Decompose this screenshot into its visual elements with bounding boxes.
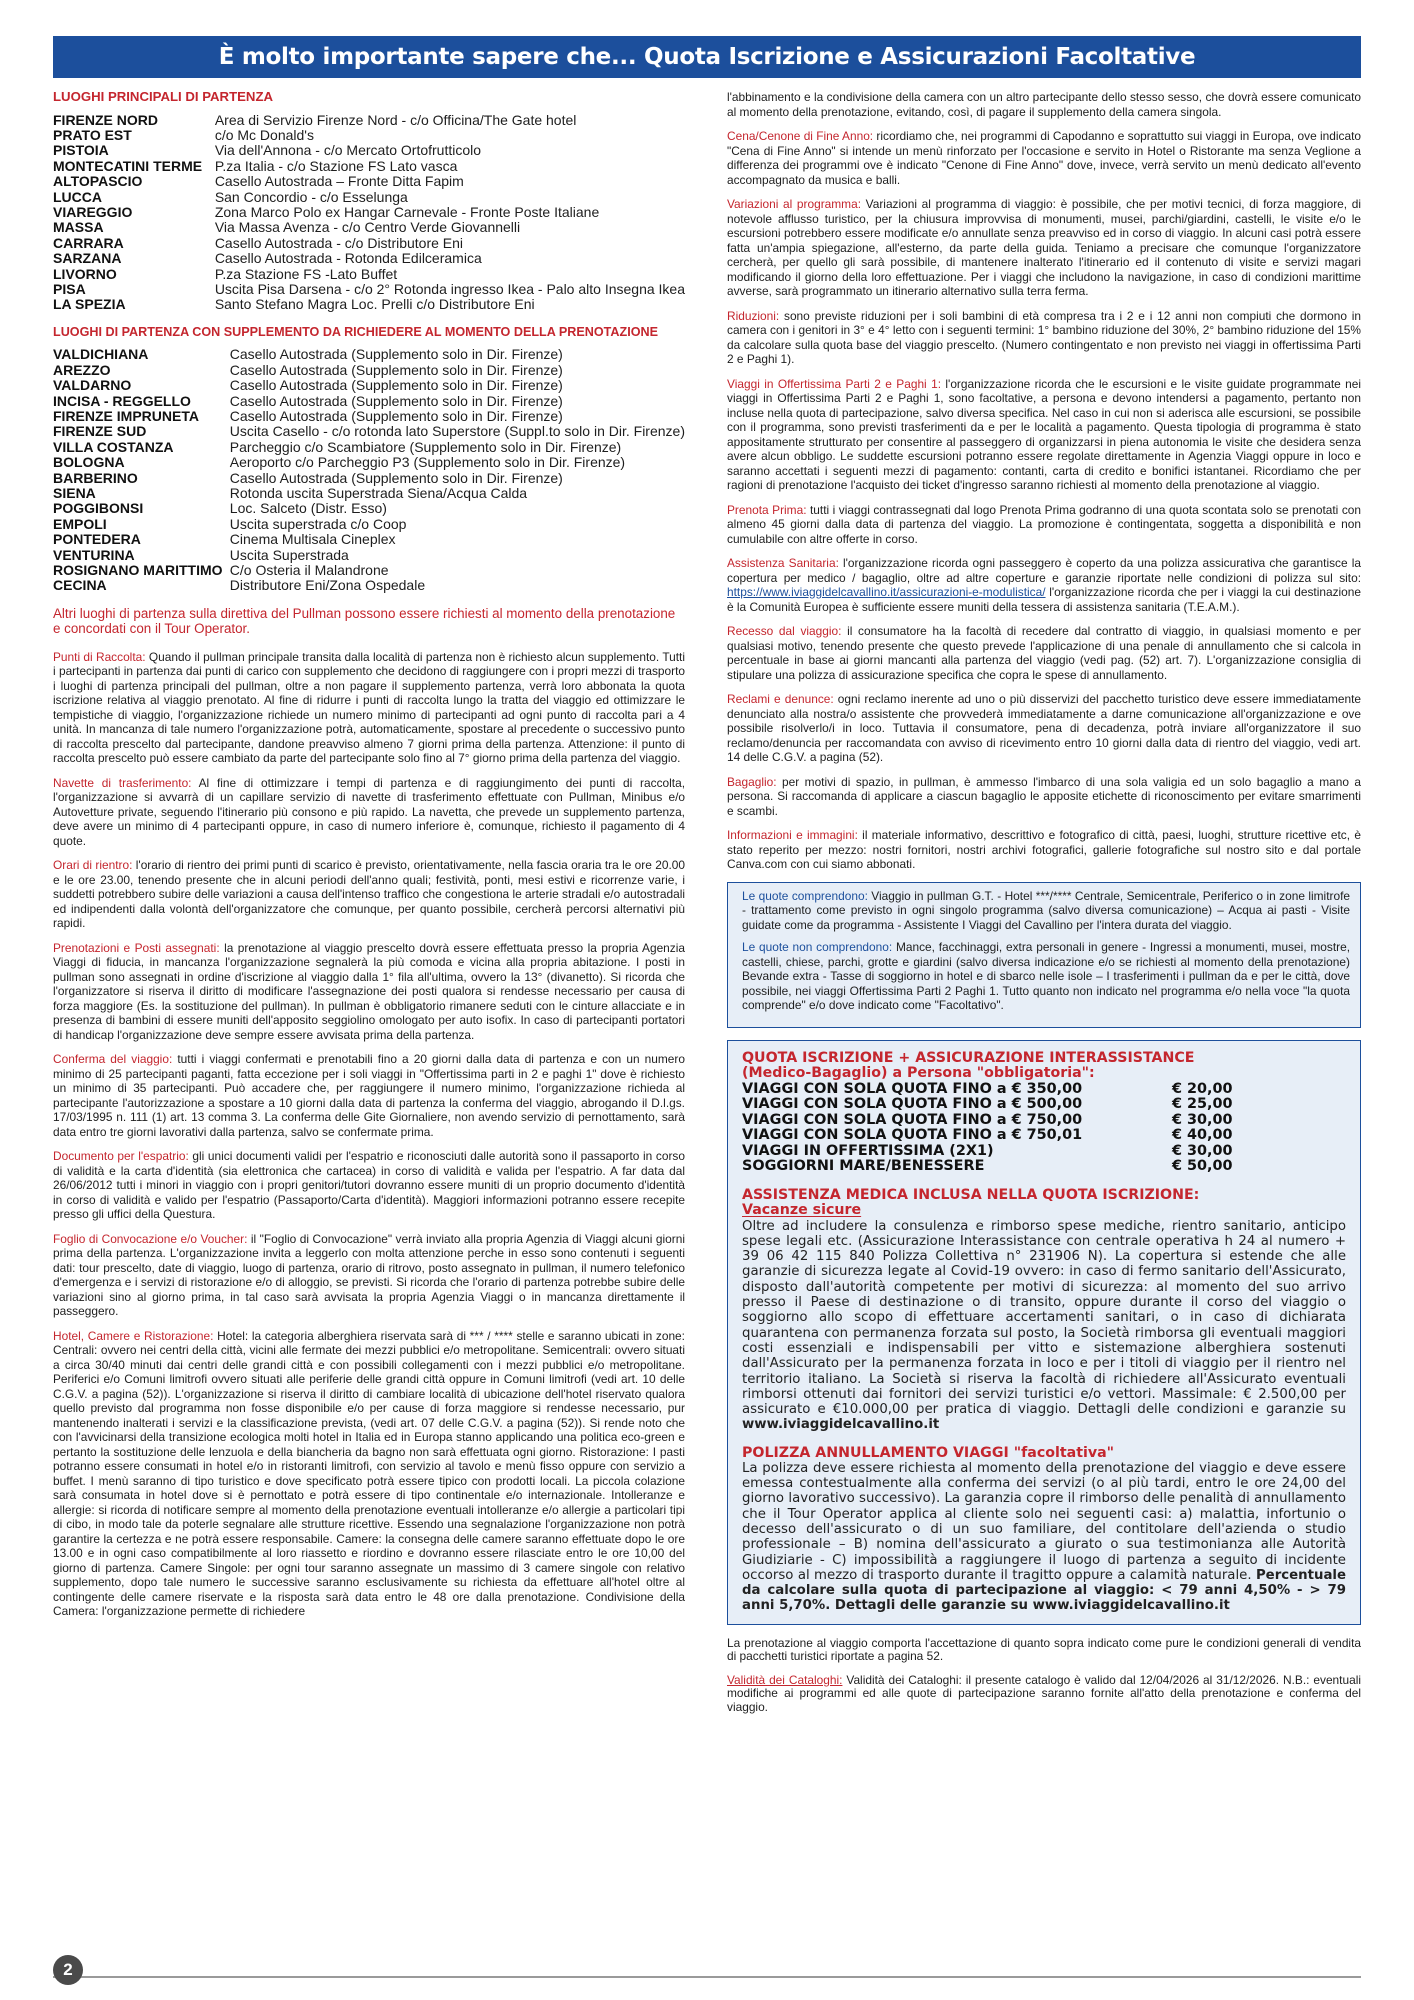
place-city: FIRENZE SUD	[53, 423, 147, 440]
validity-note	[727, 1674, 1361, 1715]
place-row	[53, 532, 685, 547]
paragraph-label: Orari di rientro:	[53, 858, 133, 873]
info-paragraph	[727, 309, 1361, 367]
acceptance-note: La prenotazione al viaggio comporta l'accettazione di quanto sopra indicato come pure le condizioni generali di vendita di pacchetti turistici riportate a pagina 52.	[727, 1635, 1361, 1664]
place-row	[53, 220, 685, 235]
info-paragraph	[53, 1329, 685, 1619]
quota-table	[742, 1082, 1346, 1176]
right-paragraphs-2	[727, 624, 1361, 872]
paragraph-text: la prenotazione al viaggio prescelto dovrà essere effettuata presso la propria Agenzia Viaggi di fiducia, in mancanza l'organizzazione segnalerà la più comoda e vicina alla propria abitazione. I posti in pullman sono assegnati in ordine d'iscrizione al viaggio dalla 1° fila all'ultima, ovvero la 13° (divanetto). Si ricorda che l'organizzatore si riserva il diritto di modificare l'assegnazione dei posti qualora si rendesse necessario per causa di forza maggiore (Es. la sostituzione del pullman). In pullman è obbligatorio rimanere seduti con le cinture allacciate e in presenza di bambini di essere muniti dell'apposito seggiolino omologato per auto isofix. In caso di partecipanti portatori di handicap l'organizzazione deve sempre essere avvisata prima della partenza.	[53, 940, 685, 1042]
place-city: BOLOGNA	[53, 454, 125, 471]
place-city: CARRARA	[53, 234, 124, 251]
place-location: C/o Osteria il Malandrone	[229, 561, 389, 578]
quota-subheading: (Medico-Bagaglio) a Persona "obbligatoria":	[742, 1065, 1095, 1081]
info-paragraph	[727, 503, 1361, 547]
place-city: LUCCA	[53, 188, 102, 205]
place-row	[53, 113, 685, 128]
info-paragraph	[53, 1052, 685, 1139]
place-location: Casello Autostrada - c/o Distributore Eni	[214, 234, 464, 251]
place-location: Casello Autostrada - Rotonda Edilceramica	[214, 250, 482, 267]
place-city: PONTEDERA	[53, 531, 141, 548]
quota-price: € 20,00	[1172, 1080, 1233, 1097]
place-location: Casello Autostrada (Supplemento solo in Dir. Firenze)	[229, 407, 563, 424]
place-location: Zona Marco Polo ex Hangar Carnevale - Fronte Poste Italiane	[214, 203, 600, 220]
quota-row	[742, 1097, 1346, 1113]
room-sharing-continuation: l'abbinamento e la condivisione della camera con un altro partecipante dello stesso sesso, che dovrà essere comunicato al momento della prenotazione, evitando, così, di pagare il supplemento della camera singola.	[727, 90, 1361, 119]
paragraph-text: per motivi di spazio, in pullman, è ammesso l'imbarco di una sola valigia ed un solo bagaglio a mano a persona. Si raccomanda di applicare a ciascun bagaglio le apposite etichette di riconoscimento per evitare smarrimenti e scambi.	[727, 774, 1361, 818]
paragraph-label: Conferma del viaggio:	[53, 1052, 173, 1067]
main-places-table	[53, 113, 685, 313]
place-city: ROSIGNANO MARITTIMO	[53, 561, 223, 578]
info-paragraph	[53, 1232, 685, 1319]
paragraph-text: gli unici documenti validi per l'espatrio e riconosciuti dalle autorità sono il passaporto in corso di validità e la carta d'identità (sia elettronica che cartacea) in corso di validità e valida per l'espatrio. A far data dal 26/06/2012 tutti i minori in viaggio con i propri genitori/tutori dovranno essere muniti di un proprio documento d'identità in corso di validità e valido per l'espatrio (Passaporto/Carta d'identità). Maggiori informazioni potranno essere recepite presso gli uffici della Questura.	[53, 1149, 685, 1222]
paragraph-label: Viaggi in Offertissima Parti 2 e Paghi 1:	[727, 376, 942, 391]
quota-row	[742, 1128, 1346, 1144]
paragraph-label: Le quote non comprendono:	[742, 940, 893, 954]
place-location: Casello Autostrada – Fronte Ditta Fapim	[214, 173, 464, 190]
place-city: SIENA	[53, 484, 96, 501]
paragraph-label: Foglio di Convocazione e/o Voucher:	[53, 1231, 248, 1246]
paragraph-text: Quando il pullman principale transita dalla località di partenza non è richiesto alcun supplemento. Tutti i partecipanti in partenza dai punti di carico con supplemento che decidono di raggiungere con i propri mezzi di trasporto i luoghi di partenza principali del pullman, oltre a non pagare il supplemento partenza, verrà loro abbonata la quota iscrizione relativa al viaggio prenotato. Al fine di ridurre i punti di raccolta lungo la tratta del viaggio ed ottimizzare le tempistiche di viaggio, l'organizzazione richiede un numero minimo di partecipanti ad ogni punto di raccolta pari a 4 unità. In mancanza di tale numero l'organizzazione potrà, automaticamente, spostare al precedente o successivo punto di raccolta prescelto dal partecipante, dandone preavviso almeno 7 giorni prima della partenza. Attenzione: il punto di raccolta prescelto può essere cambiato da parte del partecipante solo fino al 7° giorno prima della partenza del viaggio.	[53, 649, 686, 766]
place-row	[53, 424, 685, 439]
place-row	[53, 128, 685, 143]
info-paragraph	[53, 650, 685, 766]
place-location: San Concordio - c/o Esselunga	[214, 188, 408, 205]
place-row	[53, 563, 685, 578]
place-row	[53, 205, 685, 220]
quota-row	[742, 1113, 1346, 1129]
place-city: INCISA - REGGELLO	[53, 392, 191, 409]
info-paragraph	[53, 776, 685, 849]
place-row	[53, 297, 685, 312]
place-location: Uscita Superstrada	[229, 546, 349, 563]
paragraph-label: Hotel, Camere e Ristorazione:	[53, 1328, 214, 1343]
paragraph-text: Variazioni al programma di viaggio: è possibile, che per motivi tecnici, di forza maggiore, di notevole afflusso turistico, per la chiusura improvvisa di monumenti, musei, parchi/giardini, castelli, le visite e/o le escursioni potrebbero essere modificate e/o annullate senza preavviso ed in corso di viaggio. In alcuni casi potrà essere fatta un'ampia spiegazione, all'esterno, da parte della guida. Teniamo a precisare che comunque l'organizzatore cercherà, per quello gli sarà possibile, di mantenere inalterato l'itinerario ed il contenuto di visite e servizi magari modificando il giorno della loro effettuazione. Per i viaggi che includono la navigazione, in caso di condizioni marittime avverse, sarà programmato un itinerario alternativo sulla terra ferma.	[727, 197, 1361, 298]
insurance-box	[727, 1040, 1361, 1625]
paragraph-text: ogni reclamo inerente ad uno o più disservizi del pacchetto turistico deve essere immediatamente denunciato alla nostra/o assistente che provvederà immediatamente a darne comunicazione all'organizzazione e ove possibile risolverlo/i in loco. Tuttavia il consumatore, pena di decadenza, potrà inviare all'organizzatore il suo reclamo/denuncia per raccomandata con avviso di ricevimento entro 10 giorni dalla data di rientro del viaggio, vedi art. 14 delle C.G.V. a pagina (52).	[727, 692, 1361, 764]
place-row	[53, 440, 685, 455]
medical-subheading: Vacanze sicure	[742, 1202, 862, 1219]
place-row	[53, 578, 685, 593]
paragraph-label: Cena/Cenone di Fine Anno:	[727, 129, 874, 143]
info-paragraph	[727, 828, 1361, 872]
place-location: Casello Autostrada (Supplemento solo in Dir. Firenze)	[229, 392, 563, 409]
place-city: FIRENZE IMPRUNETA	[53, 407, 199, 424]
quota-row	[742, 1082, 1346, 1098]
paragraph-label: Reclami e denunce:	[727, 692, 834, 706]
info-paragraph	[53, 1149, 685, 1222]
paragraph-label: Bagaglio:	[727, 774, 777, 789]
info-paragraph	[727, 377, 1361, 493]
paragraph-text: Hotel: la categoria alberghiera riservata sarà di *** / **** stelle e saranno ubicati in zone: Centrali: ovvero nei centri della città, vicini alle fermate dei mezzi pubblici e/o metropolitane. Semicentrali: ovvero situati a circa 30/40 minuti dai centri delle grandi città e con possibili collegamenti con i mezzi pubblici e/o metropolitane. Periferici e/o Comuni limitrofi ovvero situati alle periferie delle grandi città oppure in Comuni limitrofi (vedi art. 10 delle C.G.V. a pagina (52)). L'organizzazione si riserva il diritto di cambiare località di ubicazione dell'hotel riservato qualora quello previsto dal programma non fosse disponibile e/o per cause di forza maggiore si rendesse necessario, pur mantenendo inalterati i servizi e la classificazione prevista, (vedi art. 07 delle C.G.V. a pagina (52)). Si rende noto che con l'avvicinarsi della transizione ecologica molti hotel in Italia ed in Europa stanno applicando una politica eco-green e pertanto la sostituzione delle lenzuola e della biancheria da bagno non sarà effettuata ogni giorno. Ristorazione: I pasti potranno essere consumati in hotel e/o in ristoranti limitrofi, con servizio al tavolo e menù fisso oppure con servizio a buffet. I menù saranno di tipo turistico e dove specificato potrà essere tipico con prodotti locali. La piccola colazione sarà consumata in hotel dove si è pernottato e potrà essere di tipo continentale e/o internazionale. Intolleranze e allergie: si ricorda di notificare sempre al momento della prenotazione eventuali intolleranze e/o allergie a particolari tipi di cibo, in modo tale da poterle segnalare alle strutture ricettive. Essendo una segnalazione l'organizzazione non potrà garantire la certezza e ne potrà essere responsabile. Camere: la consegna delle camere saranno effettuate dopo le ore 13.00 e in ogni caso compatibilmente al loro riassetto e riordino e dovranno essere rilasciate entro le ore 10,00 del giorno di partenza. Camere Singole: per ogni tour saranno assegnate un massimo di 3 camere singole con relativo supplemento, dopo tale numero le successive saranno esclusivamente su richiesta da effettuare all'hotel oltre al contingente delle camere riservate e la risposta sarà data entro le 48 ore dalla prenotazione. Condivisione della Camera: l'organizzazione permette di richiedere	[53, 1328, 685, 1619]
place-city: VILLA COSTANZA	[53, 438, 174, 455]
other-places-note: Altri luoghi di partenza sulla direttiva del Pullman possono essere richiesti al momento della prenotazione e concordati con il Tour Operator.	[53, 605, 676, 636]
place-row	[53, 501, 685, 516]
medical-heading: ASSISTENZA MEDICA INCLUSA NELLA QUOTA ISCRIZIONE:	[742, 1187, 1200, 1204]
quota-name: VIAGGI CON SOLA QUOTA FINO a € 750,00	[742, 1111, 1083, 1128]
info-paragraph	[727, 624, 1361, 682]
left-column	[53, 90, 685, 1629]
place-city: MONTECATINI TERME	[53, 157, 203, 174]
info-paragraph	[742, 940, 1350, 1013]
place-row	[53, 548, 685, 563]
polizza-text	[742, 1461, 1346, 1614]
quotes-box	[727, 882, 1361, 1028]
place-city: VALDARNO	[53, 377, 132, 394]
paragraph-text: Al fine di ottimizzare i tempi di partenza e di raggiungimento dei punti di raccolta, l'organizzazione si avvarrà di un capillare servizio di navette di trasferimento effettuate con Pullman, Minibus e/o Autovetture private, seguendo l'itinerario più consono e più rapido. La navetta, che prevede un supplemento partenza, deve avere un minimo di 4 partecipanti oppure, in caso di numero inferiore è, comunque, richiesto il pagamento di 4 quote.	[53, 775, 685, 848]
place-row	[53, 159, 685, 174]
place-city: LA SPEZIA	[53, 296, 126, 313]
place-city: VALDICHIANA	[53, 346, 149, 363]
paragraph-text: il "Foglio di Convocazione" verrà inviato alla propria Agenzia di Viaggi alcuni giorni prima della partenza. L'organizzazione invita a leggerlo con molta attenzione perche in esso sono contenuti i seguenti dati: tour prescelto, date di viaggio, luogo di partenza, orario di ritrovo, posto assegnato in pullman, il numero telefonico d'emergenza e i servizi di ristorazione e/o di alloggio, se previsti. Si ricorda che l'orario di partenza potrebbe subire delle variazioni sino al giorno prima, in tal caso sarà avvisata la propria Agenzia Viaggi o in mancanza direttamente il passeggero.	[53, 1231, 685, 1319]
place-city: FIRENZE NORD	[53, 111, 158, 128]
paragraph-text: l'organizzazione ricorda che le escursioni e le visite guidate programmate nei viaggi in Offertissima Parti 2 e Paghi 1, sono facoltative, a persona e devono intendersi a pagamento, pertanto non incluse nella quota di partecipazione, salvo diversa specifica. Nel caso in cui non si aderisca alle escursioni, se possibile con il programma, sono previsti trasferimenti da e per le località a pagamento. Questa tipologia di programma è stato appositamente strutturato per consentire al passeggero di organizzarsi in piena autonomia le visite che desidera senza avere alcun obbligo. Le suddette escursioni potranno essere regolate direttamente in Agenzia Viaggi oppure in loco e saranno accettati i seguenti mezzi di pagamento: contanti, carta di credito e bonifici istantanei. Ricordiamo che per ragioni di prenotazione l'acquisto dei ticket d'ingresso saranno richiesti al momento della prenotazione al viaggio.	[727, 376, 1361, 492]
polizza-heading: POLIZZA ANNULLAMENTO VIAGGI "facoltativa"	[742, 1444, 1115, 1461]
place-location: Area di Servizio Firenze Nord - c/o Officina/The Gate hotel	[214, 111, 577, 128]
quota-heading: QUOTA ISCRIZIONE + ASSICURAZIONE INTERASSISTANCE	[742, 1049, 1195, 1066]
left-paragraphs	[53, 650, 685, 1619]
quota-name: SOGGIORNI MARE/BENESSERE	[742, 1158, 985, 1175]
place-row	[53, 471, 685, 486]
assistenza-paragraph	[727, 556, 1361, 614]
place-row	[53, 455, 685, 470]
place-row	[53, 486, 685, 501]
place-row	[53, 143, 685, 158]
place-location: Uscita superstrada c/o Coop	[229, 515, 407, 532]
quota-name: VIAGGI CON SOLA QUOTA FINO a € 750,01	[742, 1127, 1083, 1144]
info-paragraph	[727, 692, 1361, 765]
place-location: Rotonda uscita Superstrada Siena/Acqua Calda	[229, 484, 528, 501]
paragraph-text: ricordiamo che, nei programmi di Capodanno e soprattutto sui viaggi in Europa, ove indicato "Cena di Fine Anno" si intende un menù rinforzato per l'occasione e servito in Hotel o Ristorante ma senza Veglione a differenza dei programmi ove è indicato "Cenone di Fine Anno" dove, invece, verrà servito un menù dedicato all'evento accompagnato da musica e balli.	[727, 129, 1361, 187]
quota-price: € 40,00	[1172, 1127, 1233, 1144]
paragraph-text: l'organizzazione ricorda che per i viaggi la cui destinazione è la Comunità Europea è sufficiente essere muniti della tessera di assistenza sanitaria (T.E.A.M.).	[727, 585, 1361, 614]
quota-name: VIAGGI CON SOLA QUOTA FINO a € 350,00	[742, 1080, 1083, 1097]
place-city: VENTURINA	[53, 546, 135, 563]
place-city: ALTOPASCIO	[53, 173, 143, 190]
place-row	[53, 363, 685, 378]
place-city: MASSA	[53, 219, 104, 236]
place-row	[53, 517, 685, 532]
paragraph-text: il consumatore ha la facoltà di recedere dal contratto di viaggio, in qualsiasi momento e per qualsiasi motivo, tenendo presente che questo prevede l'applicazione di una penale di annullamento che si calcola in percentuale in base ai giorni mancanti alla partenza del viaggio (vedi pag. (52) art. 7). L'organizzazione consiglia di stipulare una polizza di assicurazione specifica che copra le spese di annullamento.	[727, 624, 1361, 682]
validity-text: Validità dei Cataloghi: il presente catalogo è valido dal 12/04/2026 al 31/12/2026. N.B.: eventuali modifiche ai programmi ed alle quote di partecipazione saranno fornite all'atto della prenotazione e conferma del viaggio.	[727, 1672, 1361, 1715]
place-location: Uscita Pisa Darsena - c/o 2° Rotonda ingresso Ikea - Palo alto Insegna Ikea	[214, 280, 685, 297]
place-city: PRATO EST	[53, 126, 132, 143]
paragraph-text: Mance, facchinaggi, extra personali in genere - Ingressi a monumenti, musei, mostre, castelli, chiese, parchi, grotte e giardini (salvo diversa indicazione e/o se richiesti al momento della prenotazione) Bevande extra - Tasse di soggiorno in hotel e di sbarco nelle isole – I trasferimenti i pullman da e per le città, dove possibile, nei viaggi Offertissima Parti 2 Paghi 1. Tutto quanto non indicato nel programma e/o nella voce "la quota comprende" e/o dove indicato come "Facoltativo".	[742, 940, 1350, 1012]
quota-price: € 25,00	[1172, 1096, 1233, 1113]
paragraph-label: Punti di Raccolta:	[53, 649, 146, 664]
paragraph-label: Recesso dal viaggio:	[727, 624, 842, 638]
info-paragraph	[727, 129, 1361, 187]
place-row	[53, 378, 685, 393]
page-number: 2	[53, 1955, 83, 1985]
place-row	[53, 394, 685, 409]
quota-row	[742, 1144, 1346, 1160]
medical-text	[742, 1219, 1346, 1433]
paragraph-label: Informazioni e immagini:	[727, 828, 858, 842]
info-paragraph	[742, 889, 1350, 933]
medical-link[interactable]: www.iviaggidelcavallino.it	[742, 1417, 940, 1433]
paragraph-label: Riduzioni:	[727, 308, 780, 323]
info-paragraph	[727, 197, 1361, 299]
place-city: PISTOIA	[53, 142, 109, 159]
medical-body: Oltre ad includere la consulenza e rimborso spese mediche, rientro sanitario, anticipo spese legali etc. (Assicurazione Interassistance con centrale operativa h 24 al numero + 39 06 42 115 840 Polizza Collettiva n° 231906 N). La copertura si estende che alle garanzie di sicurezza legate al Covid-19 ovvero: in caso di fermo sanitario dell'Assicurato, disposto dall'autorità competente per motivi di sicurezza: al momento del suo arrivo presso il Paese di destinazione o di transito, oppure durante il corso del viaggio o soggiorno allo scopo di effettuare accertamenti sanitari, o in caso di dichiarata quarantena con permanenza forzata sul posto, la Società rimborsa gli eventuali maggiori costi essenziali e indispensabili per vitto e sistemazione alberghiera sostenuti dall'Assicurato per la permanenza forzata in loco e per i titoli di viaggio per il rientro nel territorio italiano. La Società si riserva la facoltà di richiedere all'Assicurato eventuali rimborsi ottenuti dai fornitori dei servizi turistici e/o vettori. Massimale: € 2.500,00 per assicurato e €10.000,00 per pratica di viaggio. Dettagli delle condizioni e garanzie su	[742, 1218, 1346, 1418]
right-column	[727, 90, 1361, 1725]
polizza-percent: Percentuale da calcolare sulla quota di partecipazione al viaggio: < 79 anni 4,50% - > 79 anni 5,70%. Dettagli delle garanzie su www.iviaggidelcavallino.it	[742, 1567, 1346, 1614]
quota-price: € 30,00	[1172, 1142, 1233, 1159]
info-paragraph	[727, 775, 1361, 819]
page-banner: È molto importante sapere che... Quota Iscrizione e Assicurazioni Facoltative	[53, 36, 1361, 78]
quota-price: € 50,00	[1172, 1158, 1233, 1175]
place-location: Parcheggio c/o Scambiatore (Supplemento solo in Dir. Firenze)	[229, 438, 622, 455]
paragraph-text: l'organizzazione ricorda ogni passeggero è coperto da una polizza assicurativa che garantisce la copertura per medico / bagaglio, oltre ad altre coperture e garanzie riportate nelle condizioni di polizza sul sito:	[727, 556, 1361, 585]
place-city: SARZANA	[53, 250, 122, 267]
place-city: EMPOLI	[53, 515, 107, 532]
place-city: PISA	[53, 280, 86, 297]
place-location: P.za Italia - c/o Stazione FS Lato vasca	[214, 157, 458, 174]
place-location: Loc. Salceto (Distr. Esso)	[229, 500, 387, 517]
paragraph-text: il materiale informativo, descrittivo e fotografico di città, paesi, luoghi, strutture ricettive etc, è stato reperito per mezzo: nostri fornitori, nostri archivi fotografici, gallerie fotografiche sul nostro sito e dal portale Canva.com con cui siamo abbonati.	[727, 828, 1361, 871]
paragraph-text: l'orario di rientro dei primi punti di scarico è previsto, orientativamente, nella fascia oraria tra le ore 20.00 e le ore 23.00, tenendo presente che in alcuni periodi dell'anno quali; festività, ponti, mesi estivi e ricorrenze varie, i suddetti potrebbero subire delle variazioni a causa dell'intenso traffico che congestiona le arterie stradali e/o autostradali ed indipendenti dalla volontà dell'organizzatore che comunque, per quanto possibile, cercherà percorsi alternativi più rapidi.	[53, 858, 685, 931]
paragraph-label: Documento per l'espatrio:	[53, 1149, 189, 1164]
paragraph-label: Prenota Prima:	[727, 502, 807, 517]
place-city: AREZZO	[53, 361, 111, 378]
place-location: Distributore Eni/Zona Ospedale	[229, 577, 426, 594]
supplement-places-heading: LUOGHI DI PARTENZA CON SUPPLEMENTO DA RICHIEDERE AL MOMENTO DELLA PRENOTAZIONE	[53, 324, 658, 339]
paragraph-label: Le quote comprendono:	[742, 888, 868, 903]
place-city: LIVORNO	[53, 265, 117, 282]
paragraph-text: tutti i viaggi contrassegnati dal logo Prenota Prima godranno di una quota scontata solo se prenotati con almeno 45 giorni dalla data di partenza del viaggio. La promozione è contingentata, soggetta a disponibilità e non cumulabile con altre offerte in corso.	[727, 502, 1361, 546]
place-row	[53, 251, 685, 266]
place-row	[53, 282, 685, 297]
place-city: VIAREGGIO	[53, 203, 133, 220]
place-location: Cinema Multisala Cineplex	[229, 531, 396, 548]
paragraph-label: Prenotazioni e Posti assegnati:	[53, 940, 220, 955]
paragraph-label: Navette di trasferimento:	[53, 775, 192, 790]
place-location: Casello Autostrada (Supplemento solo in Dir. Firenze)	[229, 469, 563, 486]
place-row	[53, 190, 685, 205]
place-location: Via Massa Avenza - c/o Centro Verde Giovannelli	[214, 219, 521, 236]
polizza-body: La polizza deve essere richiesta al momento della prenotazione del viaggio e deve essere emessa contestualmente alla conferma dei servizi (o al più tardi, entro le ore 24,00 del giorno lavorativo successivo). La garanzia copre il rimborso delle penalità di annullamento che il Tour Operator applica al cliente solo nei seguenti casi: a) malattia, infortunio o decesso dell'assicurato o di un suo familiare, del contitolare dell'azienda o studio professionale – B) nomina dell'assicurato a giurato o sua testimonianza alle Autorità Giudiziarie - C) impossibilità a raggiungere il luogo di partenza a seguito di incidente occorso al mezzo di trasporto durante il tragitto oppure a calamità naturale.	[742, 1460, 1346, 1583]
insurance-link[interactable]: https://www.iviaggidelcavallino.it/assicurazioni-e-modulistica/	[727, 585, 1046, 599]
paragraph-label: Variazioni al programma:	[727, 197, 862, 211]
place-location: c/o Mc Donald's	[214, 126, 314, 143]
right-paragraphs	[727, 129, 1361, 546]
paragraph-label: Assistenza Sanitaria:	[727, 556, 839, 570]
place-row	[53, 347, 685, 362]
place-city: CECINA	[53, 577, 107, 594]
place-row	[53, 409, 685, 424]
place-location: Casello Autostrada (Supplemento solo in Dir. Firenze)	[229, 346, 563, 363]
place-location: Casello Autostrada (Supplemento solo in Dir. Firenze)	[229, 361, 563, 378]
place-row	[53, 236, 685, 251]
quota-row	[742, 1159, 1346, 1175]
info-paragraph	[53, 858, 685, 931]
place-location: Uscita Casello - c/o rotonda lato Superstore (Suppl.to solo in Dir. Firenze)	[229, 423, 685, 440]
paragraph-text: sono previste riduzioni per i soli bambini di età compresa tra i 2 e i 12 anni non compiuti che dormono in camera con i genitori in 3° e 4° letto con i seguenti termini: 1° bambino riduzione del 30%, 2° bambino riduzione del 15% da calcolare sulla quota base del viaggio prescelto. (Numero contingentato e non previsto nei viaggi in offertissima Parti 2 e Paghi 1).	[727, 308, 1361, 366]
place-row	[53, 267, 685, 282]
place-row	[53, 174, 685, 189]
paragraph-text: tutti i viaggi confermati e prenotabili fino a 20 giorni dalla data di partenza e con un numero minimo di 25 partecipanti paganti, fatta eccezione per i soli viaggi in "Offertissima parti in 2 e paghi 1" dove è richiesto un minimo di 35 partecipanti. Può accadere che, per raggiungere il numero minimo, l'organizzazione richieda al partecipante l'autorizzazione a spostare a 10 giorni dalla data di partenza la conferma del viaggio, abrogando il D.l.gs. 17/03/1995 n. 111 (1) art. 13 comma 3. La conferma delle Gite Giornaliere, non avendo servizio di pernottamento, sarà data entro tre giorni lavorativi dalla partenza, salvo se confermate prima.	[53, 1052, 685, 1139]
info-paragraph	[53, 941, 685, 1043]
main-places-heading: LUOGHI PRINCIPALI DI PARTENZA	[53, 89, 274, 104]
place-location: Aeroporto c/o Parcheggio P3 (Supplemento solo in Dir. Firenze)	[229, 454, 626, 471]
quota-price: € 30,00	[1172, 1111, 1233, 1128]
place-location: Santo Stefano Magra Loc. Prelli c/o Distributore Eni	[214, 296, 535, 313]
paragraph-text: Viaggio in pullman G.T. - Hotel ***/**** Centrale, Semicentrale, Periferico o in zone limitrofe - trattamento come previsto in ogni singolo programma (salvo diversa comunicazione) – Acqua ai pasti - Visite guidate come da programma - Assistente I Viaggi del Cavallino per l'intera durata del viaggio.	[742, 888, 1350, 932]
place-city: BARBERINO	[53, 469, 138, 486]
place-location: P.za Stazione FS -Lato Buffet	[214, 265, 398, 282]
validity-label: Validità dei Cataloghi:	[727, 1672, 843, 1687]
quota-name: VIAGGI IN OFFERTISSIMA (2X1)	[742, 1142, 994, 1159]
quota-name: VIAGGI CON SOLA QUOTA FINO a € 500,00	[742, 1096, 1083, 1113]
place-location: Via dell'Annona - c/o Mercato Ortofrutticolo	[214, 142, 482, 159]
footer-rule	[53, 1976, 1361, 1978]
supplement-places-table	[53, 347, 685, 594]
place-location: Casello Autostrada (Supplemento solo in Dir. Firenze)	[229, 377, 563, 394]
place-city: POGGIBONSI	[53, 500, 144, 517]
